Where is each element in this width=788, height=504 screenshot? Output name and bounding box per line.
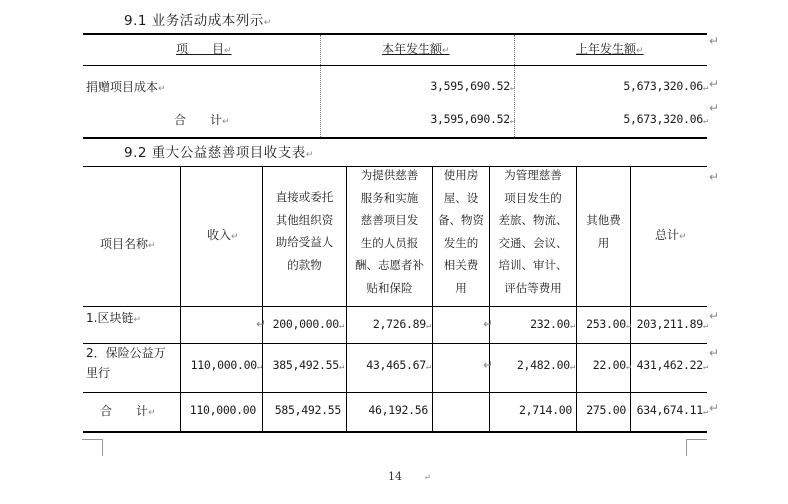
table1-row-current: 3,595,690.52↵ — [430, 79, 515, 93]
table2-header-service-cost: 为提供慈善 服务和实施 慈善项目发 生的人员报 酬、志愿者补 贴和保险 — [355, 168, 424, 295]
table1-col-divider-1 — [320, 35, 321, 137]
table2-header-total: 总计↵ — [655, 228, 687, 242]
margin-corner-left — [82, 439, 103, 456]
table2-header-admin-cost: 为管理慈善 项目发生的 差旅、物流、 交通、会议、 培训、审计、 评估等费用 — [498, 168, 568, 295]
table2-row-direct: 200,000.00↵ — [272, 317, 344, 331]
table1-bottom-rule — [83, 137, 707, 139]
table2-total-direct: 585,492.55 — [274, 403, 341, 417]
table2-total-service: 46,192.56 — [368, 403, 428, 417]
table2-col-divider — [180, 167, 181, 431]
row-end-mark: ↵ — [709, 401, 720, 415]
section-heading-9-1 — [124, 9, 272, 29]
table1-header-item: 项 目↵ — [176, 42, 232, 56]
table1-row-previous: 5,673,320.06↵ — [623, 79, 708, 93]
table2-header-project-name: 项目名称↵ — [100, 237, 156, 251]
table2-header-direct-grant: 直接或委托 其他组织资 助给受益人 的款物 — [275, 190, 334, 272]
table1-header-current: 本年发生额↵ — [382, 42, 450, 56]
table2-col-divider — [630, 167, 631, 431]
row-end-mark: ↵ — [709, 170, 720, 184]
table2-total-admin: 2,714.00 — [519, 403, 572, 417]
table2-row-admin: 2,482.00↵ — [516, 358, 575, 372]
table2-row-direct: 385,492.55↵ — [272, 358, 344, 372]
section-heading-9-2 — [124, 141, 314, 161]
table1-total-current: 3,595,690.52↵ — [430, 112, 515, 126]
table2-row-admin: 232.00↵ — [530, 317, 575, 331]
table2-total-label: 合 计↵ — [100, 404, 156, 418]
table2-row-name: 1.区块链↵ — [86, 311, 141, 325]
table2-row1-rule — [83, 343, 707, 344]
heading-text: 9.1 业务活动成本列示 — [124, 13, 264, 29]
table2-row-total: 431,462.22↵ — [636, 358, 708, 372]
table2-col-divider — [576, 167, 577, 431]
table1-total-label: 合 计↵ — [174, 113, 230, 127]
table2-row-total: 203,211.89↵ — [636, 317, 708, 331]
table2-row-name: 2．保险公益万 里行 — [86, 346, 166, 380]
table2-total-other: 275.00 — [586, 403, 626, 417]
table1-header-previous: 上年发生额↵ — [576, 42, 644, 56]
row-end-mark: ↵ — [709, 34, 720, 48]
empty-cell-mark: ↵ — [483, 358, 494, 372]
empty-cell-mark: ↵ — [256, 317, 267, 331]
row-end-mark: ↵ — [709, 101, 720, 115]
table1-header-rule — [83, 65, 707, 66]
paragraph-mark: ↵ — [263, 18, 272, 28]
table2-total-total: 634,674.11↵ — [636, 403, 708, 417]
table2-header-other-cost: 其他费 用 — [586, 213, 621, 250]
table1-total-previous: 5,673,320.06↵ — [623, 112, 708, 126]
table2-row-income: 110,000.00↵ — [190, 358, 262, 372]
paragraph-mark: ↵ — [305, 150, 314, 160]
row-end-mark: ↵ — [709, 77, 720, 91]
heading-text: 9.2 重大公益慈善项目收支表 — [124, 145, 306, 161]
table2-total-income: 110,000.00 — [189, 403, 256, 417]
table2-header-income: 收入↵ — [207, 228, 239, 242]
page-number: 14 ↵ — [388, 470, 432, 483]
table2-row-service: 2,726.89↵ — [372, 317, 431, 331]
table2-row-other: 253.00↵ — [586, 317, 631, 331]
table2-row2-rule — [83, 392, 707, 393]
table1-top-rule — [83, 33, 707, 35]
empty-cell-mark: ↵ — [483, 317, 494, 331]
table2-row-other: 22.00↵ — [592, 358, 631, 372]
table2-bottom-rule — [83, 431, 707, 433]
row-end-mark: ↵ — [709, 346, 720, 360]
row-end-mark: ↵ — [709, 309, 720, 323]
margin-corner-right — [686, 439, 707, 456]
table1-row-label: 捐赠项目成本↵ — [86, 80, 166, 94]
table2-row-service: 43,465.67↵ — [366, 358, 431, 372]
table2-header-rule — [83, 306, 707, 307]
table2-header-facility-cost: 使用房 屋、设 备、物资 发生的 相关费 用 — [438, 168, 484, 295]
